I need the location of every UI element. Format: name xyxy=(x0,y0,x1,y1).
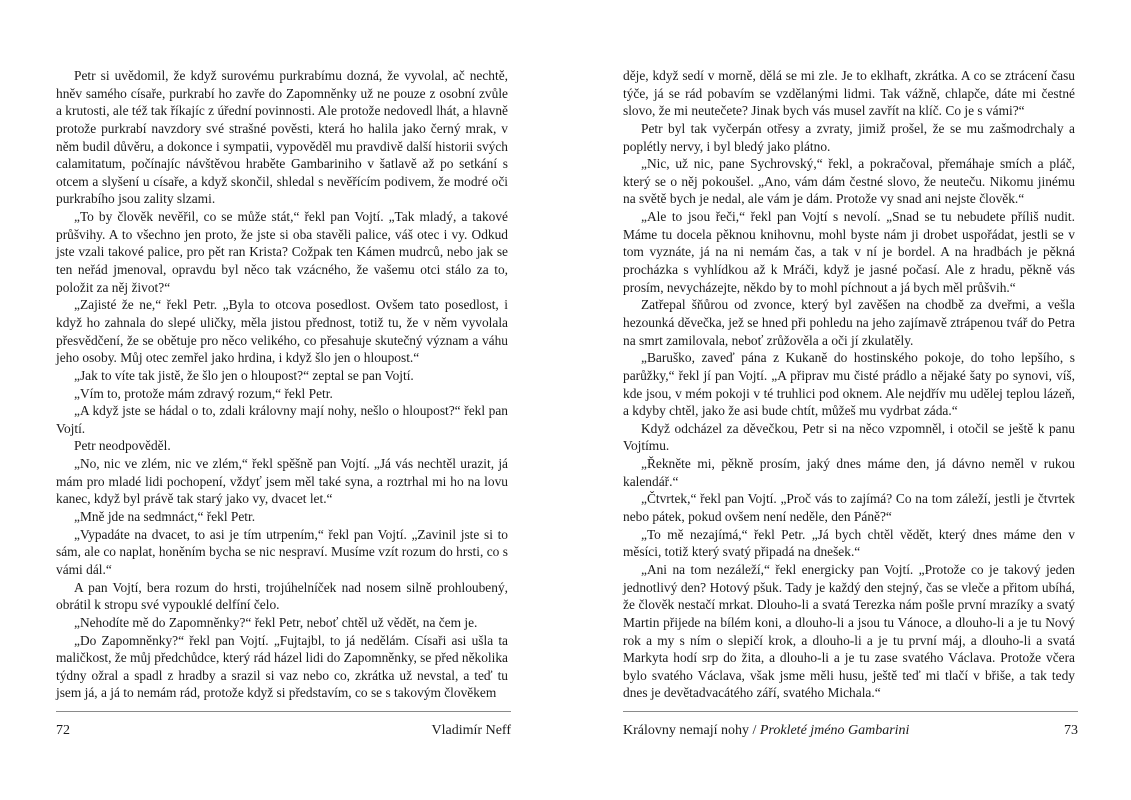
paragraph: „Zajisté že ne,“ řekl Petr. „Byla to otcova posedlost. Ovšem tato posedlost, i když ho zahnala do slepé uličky, měla jistou přednost, totiž tu, že v něm vyvolala přesvědčení, že se obětuje pro něco velikého, co přesahuje skutečný význam a váhu jeho osoby. Můj otec zemřel jako hrdina, i když šlo jen o hloupost.“ xyxy=(56,297,508,366)
paragraph: „Mně jde na sedmnáct,“ řekl Petr. xyxy=(74,509,256,525)
paragraph: „Čtvrtek,“ řekl pan Vojtí. „Proč vás to zajímá? Co na tom záleží, jestli je čtvrtek nebo pátek, pokud ovšem není neděle, den Páně?“ xyxy=(623,491,1075,525)
paragraph: „Řekněte mi, pěkně prosím, jaký dnes máme den, já dávno neměl v rukou kalendář.“ xyxy=(623,456,1075,489)
running-head-title xyxy=(623,722,909,740)
paragraph: „To mě nezajímá,“ řekl Petr. „Já bych chtěl vědět, který dnes máme den v měsíci, totiž který svatý připadá na dnešek.“ xyxy=(623,526,1075,560)
running-head-author: Vladimír Neff xyxy=(431,723,511,738)
continued-paragraph: děje, když sedí v morně, dělá se mi zle. Je to eklhaft, zkrátka. A co se ztrácení času týče, já se rád pobavím se vzdělanými lidmi. Tak vážně, chlapče, dáte mi čestné slovo, že mi neutečete? Jinak bych vás musel zavřít na klíč. Co je s vámi?“ xyxy=(623,68,1075,119)
paragraph: „Ale to jsou řeči,“ řekl pan Vojtí s nevolí. „Snad se tu nebudete příliš nudit. Máme tu docela pěknou knihovnu, mohl byste nám ji drobet uspořádat, jestli se v tom vyznáte, já na ni nemám čas, a tak v ní je bordel. A na hradbách je pěkná procházka s vyhlídkou až k Mráči, když je jasné počasí. Ale z hradu, pěkně vás prosím, nevycházejte, někdo by to mohl píchnout a já bych měl průšvih.“ xyxy=(623,209,1075,295)
running-head-part: Prokleté jméno Gambarini xyxy=(759,723,910,738)
paragraph: „To by člověk nevěřil, co se může stát,“ řekl pan Vojtí. „Tak mladý, a takové průšvihy. A to všechno jen proto, že jste si oba stavěli palice, váš otec i vy. Odkud jste vzali takové palice, pro pět ran Krista? Cožpak ten Kámen mudrců, nebo jak se ten neřád jmenoval, opravdu byl něco tak vzácného, že vašemu otci stálo za to, položit za něj život?“ xyxy=(56,209,508,295)
page-number: 72 xyxy=(56,723,70,738)
paragraph: „Nehodíte mě do Zapomněnky?“ řekl Petr, neboť chtěl už vědět, na čem je. xyxy=(74,614,478,630)
right-page-body xyxy=(623,67,1075,702)
paragraph: Zatřepal šňůrou od zvonce, který byl zavěšen na chodbě za dveřmi, a vešla hezounká děvečka, jež se hned při pohledu na jeho zajímavě ztrápenou tvář do Petra na smrt zamilovala, neboť zrůžověla a oči jí zkulatěly. xyxy=(623,297,1075,348)
paragraph: „Do Zapomněnky?“ řekl pan Vojtí. „Fujtajbl, to já nedělám. Císaři asi ušla ta maličkost, že můj předchůdce, který rád házel lidi do Zapomněnky, se před několika týdny ožral a spadl z hradby a srazil si vaz nebo co, zkrátka už nevstal, a teď tu jsem já, a já to nemám rád, protože když si představím, co se s takovým člověkem xyxy=(56,632,508,701)
paragraph: Petr si uvědomil, že když surovému purkrabímu dozná, že vyvolal, ač nechtě, hněv samého císaře, purkrabí ho zavře do Zapomněnky už ne pouze z osobní zvůle a krutosti, ale též tak říkajíc z úřední povinnosti. Ale protože nedovedl lhát, a hlavně protože purkrabí navzdory své strašné pověsti, která ho halila jako černý mrak, v něm budil důvěru, a dokonce i sympatii, vypověděl mu pravdivě další historii svých calamitatum, počínajíc návštěvou hraběte Gambariniho v šatlavě až po setkání s otcem a slyšení u císaře, a když skončil, shledal s nevěřícím podivem, že modré oči purkrabího jsou zality slzami. xyxy=(56,68,508,207)
paragraph: Petr byl tak vyčerpán otřesy a zvraty, jimiž prošel, že se mu zašmodrchaly a poplétly nervy, i byl bledý jako plátno. xyxy=(623,120,1075,154)
footer-rule xyxy=(623,711,1078,712)
paragraph: „Baruško, zaveď pána z Kukaně do hostinského pokoje, do toho lepšího, s parůžky,“ řekl jí pan Vojtí. „A připrav mu čisté prádlo a nějaké šaty po synovi, víš, kde jsou, v mém pokoji v té truhlici pod oknem. Ale nejdřív mu udělej teplou lázeň, a kdyby chtěl, jako že asi bude chtít, můžeš mu vydrbat záda.“ xyxy=(623,350,1075,419)
paragraph: „A když jste se hádal o to, zdali královny mají nohy, nešlo o hloupost?“ řekl pan Vojtí. xyxy=(56,403,508,436)
footer-rule xyxy=(56,711,511,712)
right-page xyxy=(566,0,1131,800)
paragraph: „No, nic ve zlém, nic ve zlém,“ řekl spěšně pan Vojtí. „Já vás nechtěl urazit, já mám pro mladé lidi pochopení, vždyť jsem měl také syna, a roztrhal mi ho na lovu kanec, když byl právě tak starý jako vy, dvacet let.“ xyxy=(56,456,508,507)
paragraph: „Vím to, protože mám zdravý rozum,“ řekl Petr. xyxy=(74,385,333,401)
running-head-book: Královny nemají nohy / xyxy=(623,723,760,738)
left-page-body xyxy=(56,67,508,702)
paragraph: „Jak to víte tak jistě, že šlo jen o hloupost?“ zeptal se pan Vojtí. xyxy=(74,367,414,383)
page-number: 73 xyxy=(1064,723,1078,738)
paragraph: Petr neodpověděl. xyxy=(74,438,171,454)
paragraph: „Nic, už nic, pane Sychrovský,“ řekl, a pokračoval, přemáhaje smích a pláč, který se o něj pokoušel. „Ano, vám dám čestné slovo, že neuteču. Nikomu jinému na světě bych je nedal, ale vám je dám. Protože vy snad ani nejste člověk.“ xyxy=(623,156,1075,207)
paragraph: „Ani na tom nezáleží,“ řekl energicky pan Vojtí. „Protože co je takový jeden jednotlivý den? Hotový pšuk. Tady je každý den stejný, čas se vleče a přitom ubíhá, že člověk nestačí mrkat. Dlouho-li a svatá Terezka nám pošle první mrazíky a svatý Martin přijede na bílém koni, a dlouho-li a jsou tu Vánoce, a dlouho-li a je tu Nový rok a my s ním o slepičí krok, a dlouho-li a je tu první máj, a dlouho-li a svatá Markyta hodí srp do žita, a dlouho-li a je tu zase svatého Václava. Protože včera bylo svatého Václava, však jsme měli husu, ještě teď mi tlačí v břiše, a tak tedy dnes je devětadvacátého září, svatého Michala.“ xyxy=(623,561,1075,701)
paragraph: „Vypadáte na dvacet, to asi je tím utrpením,“ řekl pan Vojtí. „Zavinil jste si to sám, ale co naplat, honěním bycha se nic nespraví. Musíme vzít rozum do hrsti, co s vámi dál.“ xyxy=(56,526,508,577)
paragraph: Když odcházel za děvečkou, Petr si na něco vzpomněl, i otočil se ještě k panu Vojtímu. xyxy=(623,420,1075,454)
paragraph: A pan Vojtí, bera rozum do hrsti, trojúhelníček nad nosem silně prohloubený, obrátil k stropu své vypouklé delfíní čelo. xyxy=(56,579,508,613)
